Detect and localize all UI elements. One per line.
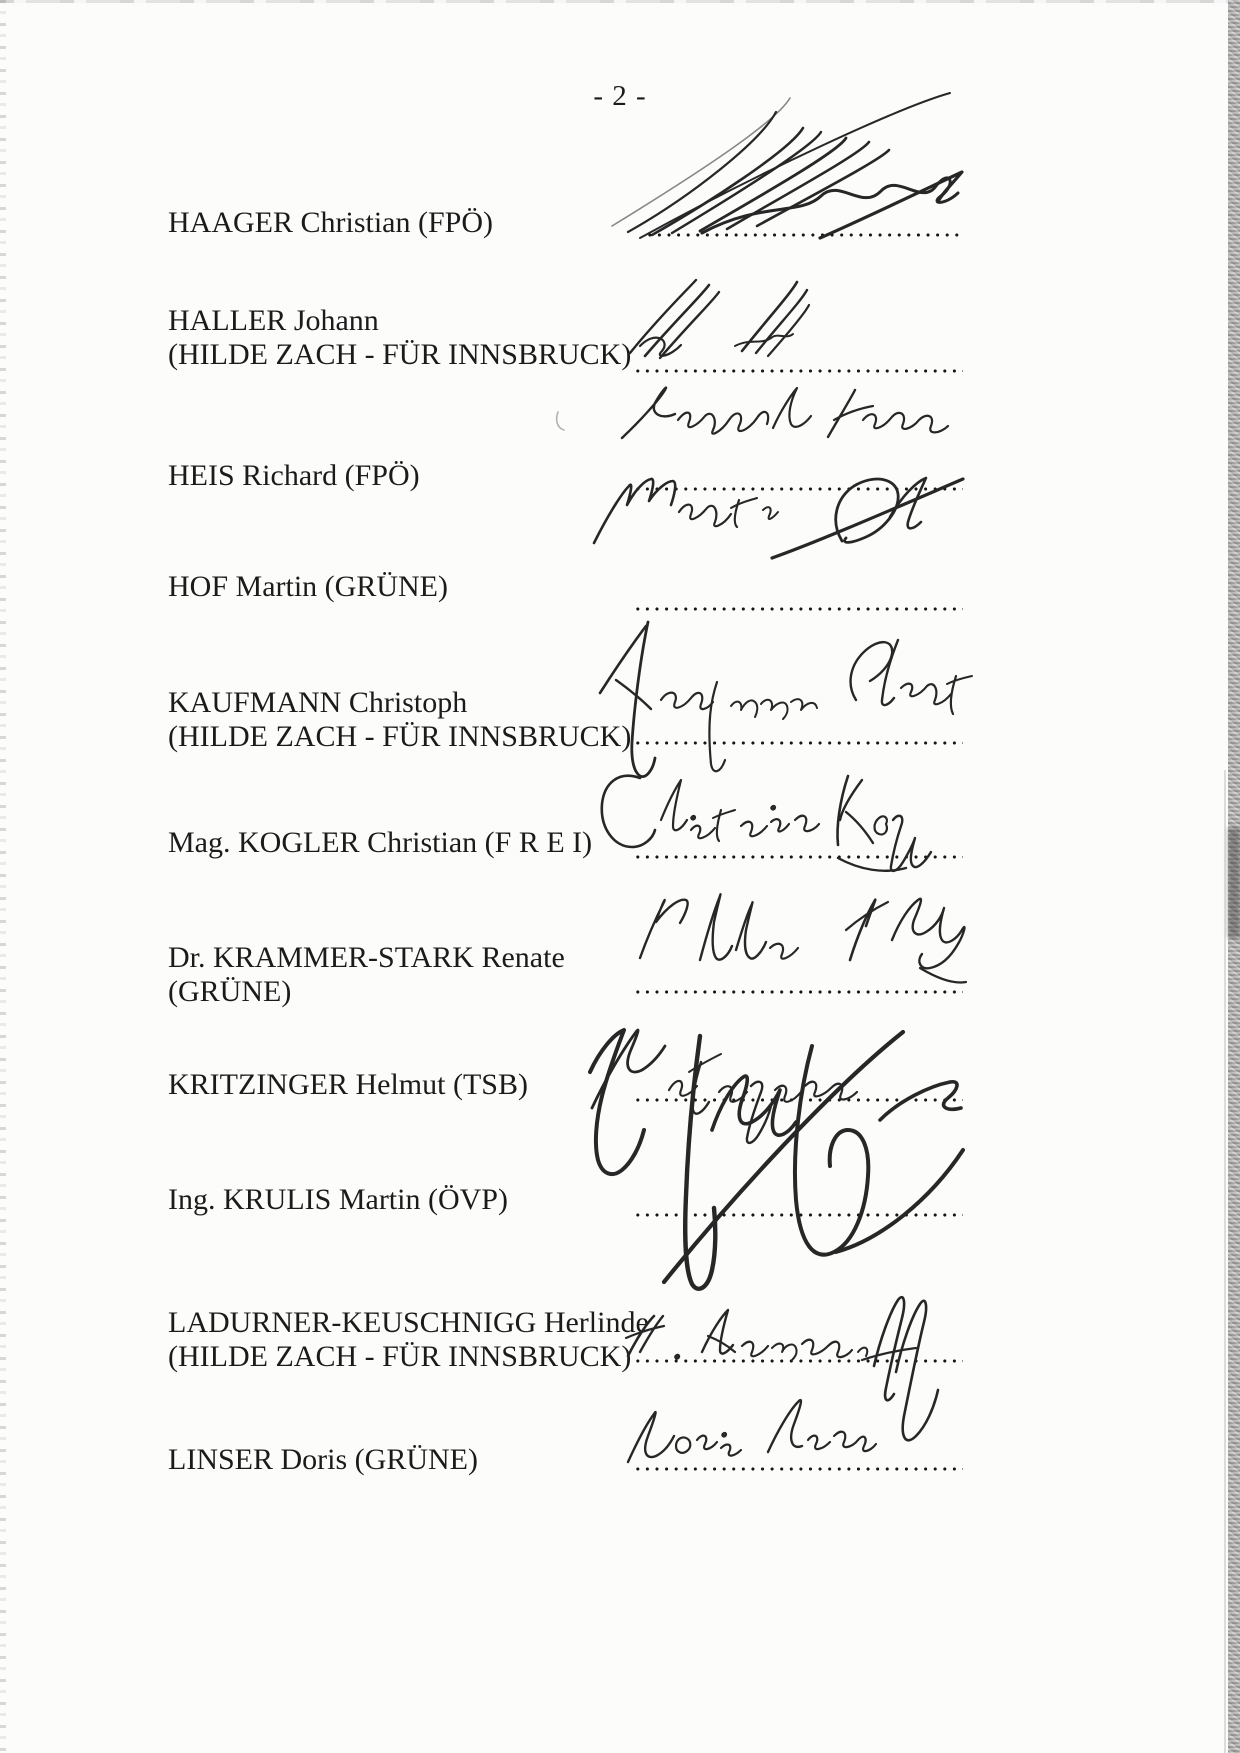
member-party-line: (HILDE ZACH - FÜR INNSBRUCK) <box>168 1340 632 1373</box>
signature-kaufmann <box>600 622 972 777</box>
signature-ladurner-keuschnigg <box>626 1297 938 1440</box>
member-name: KAUFMANN Christoph <box>168 686 468 719</box>
signature-line <box>633 1212 963 1218</box>
member-name: LADURNER-KEUSCHNIGG Herlinde <box>168 1306 649 1339</box>
signature-line <box>633 854 963 860</box>
member-name: HEIS Richard (FPÖ) <box>168 459 420 492</box>
signature-heis <box>557 388 948 438</box>
scan-artifact-left-edge <box>0 0 6 1753</box>
member-name: HOF Martin (GRÜNE) <box>168 570 448 603</box>
entry-label <box>168 206 638 240</box>
entry-label <box>168 1183 638 1217</box>
entry-label <box>168 304 638 372</box>
member-party-line: (HILDE ZACH - FÜR INNSBRUCK) <box>168 338 632 371</box>
page-number: - 2 - <box>593 80 647 112</box>
entry-label <box>168 1306 649 1374</box>
scan-artifact-right-line <box>1224 770 1226 1753</box>
signature-line <box>633 1358 963 1364</box>
entry-label <box>168 686 638 754</box>
signature-haller <box>630 280 809 358</box>
signature-krammer-stark <box>640 894 966 982</box>
member-name: Mag. KOGLER Christian (F R E I) <box>168 826 593 859</box>
member-name: Ing. KRULIS Martin (ÖVP) <box>168 1183 508 1216</box>
scan-artifact-top-edge <box>0 0 1240 3</box>
signature-krulis <box>590 1030 963 1289</box>
entry-label <box>168 826 638 860</box>
signature-line <box>633 368 963 374</box>
entry-label <box>168 459 638 493</box>
signature-line <box>645 232 963 238</box>
signature-line <box>633 1097 963 1103</box>
member-name: KRITZINGER Helmut (TSB) <box>168 1068 528 1101</box>
entry-label <box>168 570 638 604</box>
signature-line <box>633 486 963 492</box>
signature-line <box>633 989 963 995</box>
scan-artifact-right-blotch <box>1228 828 1240 938</box>
member-party-line: (GRÜNE) <box>168 975 292 1008</box>
member-name: LINSER Doris (GRÜNE) <box>168 1443 478 1476</box>
entry-label <box>168 1068 638 1102</box>
member-party-line: (HILDE ZACH - FÜR INNSBRUCK) <box>168 720 632 753</box>
entry-label <box>168 941 638 1009</box>
signature-line <box>633 606 963 612</box>
member-name: Dr. KRAMMER-STARK Renate <box>168 941 565 974</box>
signature-line <box>633 740 963 746</box>
member-name: HALLER Johann <box>168 304 379 337</box>
signature-line <box>633 1466 963 1472</box>
signature-haager <box>612 93 962 238</box>
signature-linser <box>628 1400 876 1462</box>
member-name: HAAGER Christian (FPÖ) <box>168 206 494 239</box>
entry-label <box>168 1443 638 1477</box>
